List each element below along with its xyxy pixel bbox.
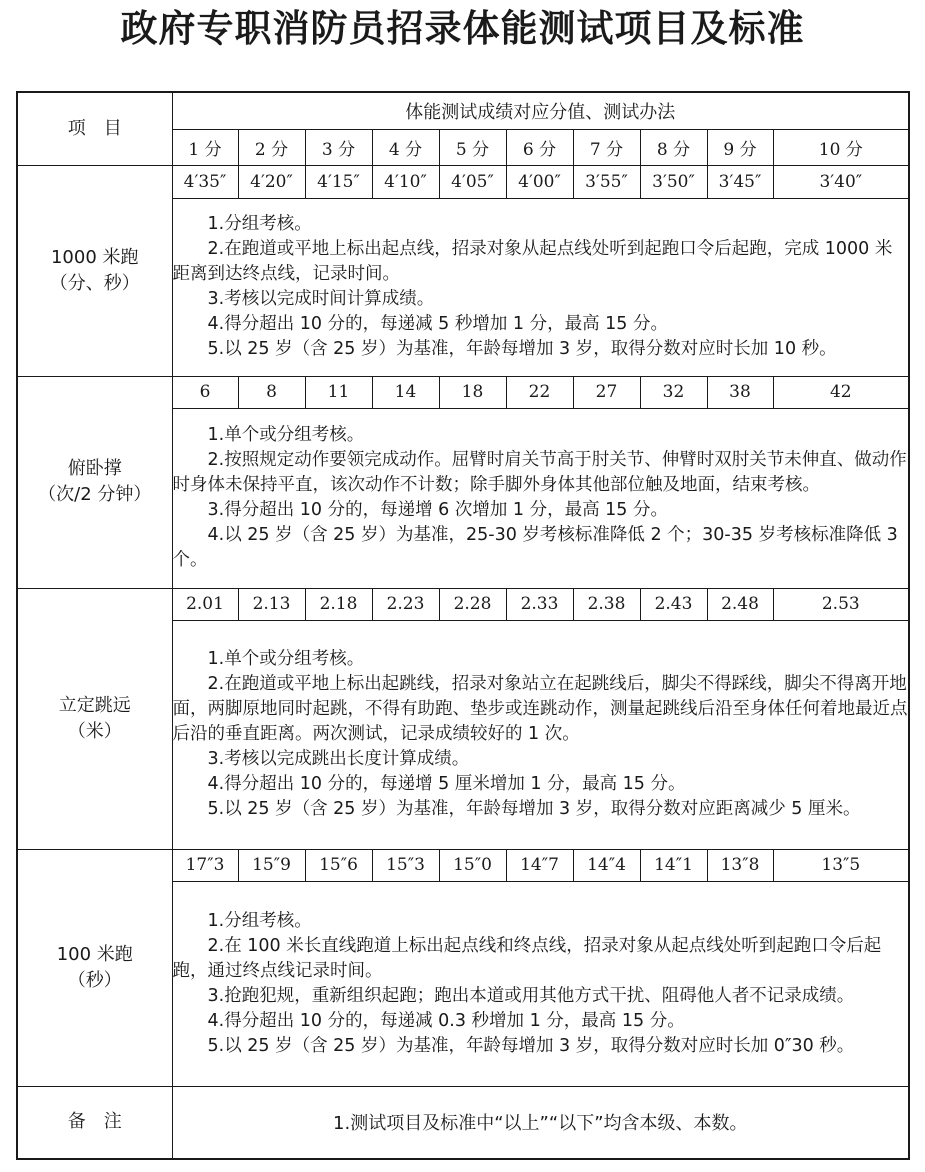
standard-value-cell: 18 xyxy=(439,376,506,408)
score-header-cell: 2 分 xyxy=(238,129,305,165)
standard-value-cell: 22 xyxy=(506,376,573,408)
standard-value-cell: 13″5 xyxy=(773,849,909,881)
rule-text: 1.单个或分组考核。 xyxy=(207,425,365,445)
fitness-standards-table xyxy=(16,91,910,1160)
item-name: 1000 米跑 xyxy=(50,246,139,268)
standard-value-cell: 32 xyxy=(640,376,707,408)
standard-value-cell: 4′05″ xyxy=(439,165,506,198)
standard-value-cell: 2.23 xyxy=(372,588,439,620)
standard-value-cell: 14″7 xyxy=(506,849,573,881)
standard-value-cell: 4′10″ xyxy=(372,165,439,198)
standard-value-cell: 15″9 xyxy=(238,849,305,881)
item-standing-long-jump xyxy=(17,588,172,849)
standard-value-cell: 2.53 xyxy=(773,588,909,620)
standard-value-cell: 3′40″ xyxy=(773,165,909,198)
score-header-cell: 1 分 xyxy=(172,129,238,165)
rule-text: 5.以 25 岁（含 25 岁）为基准，年龄每增加 3 岁，取得分数对应时长加 10 秒。 xyxy=(207,339,837,359)
item-push-ups xyxy=(17,376,172,588)
page-title: 政府专职消防员招录体能测试项目及标准 xyxy=(120,7,805,50)
standard-value-cell: 13″8 xyxy=(707,849,773,881)
item-run-1000m xyxy=(17,165,172,376)
standard-value-cell: 2.33 xyxy=(506,588,573,620)
standard-value-cell: 3′50″ xyxy=(640,165,707,198)
score-header-cell: 7 分 xyxy=(573,129,640,165)
score-header-cell: 6 分 xyxy=(506,129,573,165)
test-method-100m xyxy=(172,881,909,1086)
standard-value-cell: 38 xyxy=(707,376,773,408)
rule-text: 4.以 25 岁（含 25 岁）为基准，25-30 岁考核标准降低 2 个；30-35 岁考核标准降低 3 个。 xyxy=(172,525,898,570)
standard-value-cell: 4′15″ xyxy=(305,165,372,198)
rule-text: 3.考核以完成时间计算成绩。 xyxy=(207,289,435,309)
rule-text: 3.考核以完成跳出长度计算成绩。 xyxy=(207,749,470,769)
test-method-1000m xyxy=(172,198,909,376)
item-name: 立定跳远 xyxy=(58,694,131,716)
rule-text: 4.得分超出 10 分的，每递增 5 厘米增加 1 分，最高 15 分。 xyxy=(207,774,686,794)
test-method-long-jump xyxy=(172,620,909,849)
score-header-cell: 5 分 xyxy=(439,129,506,165)
score-header-cell: 10 分 xyxy=(773,129,909,165)
remarks-label: 备 注 xyxy=(17,1086,172,1159)
item-name: 100 米跑 xyxy=(56,943,133,965)
rule-text: 1.单个或分组考核。 xyxy=(207,649,365,669)
item-unit: （分、秒） xyxy=(49,272,140,294)
standard-value-cell: 4′20″ xyxy=(238,165,305,198)
test-method-push-ups xyxy=(172,408,909,588)
rule-text: 1.分组考核。 xyxy=(207,214,312,234)
score-header-cell: 9 分 xyxy=(707,129,773,165)
item-unit: （秒） xyxy=(67,969,122,991)
rule-text: 5.以 25 岁（含 25 岁）为基准，年龄每增加 3 岁，取得分数对应时长加 0″30 秒。 xyxy=(207,1035,855,1056)
standard-value-cell: 15″6 xyxy=(305,849,372,881)
standard-value-cell: 2.13 xyxy=(238,588,305,620)
item-name: 俯卧撑 xyxy=(67,458,122,479)
score-method-header: 体能测试成绩对应分值、测试办法 xyxy=(172,92,909,129)
rule-text: 3.抢跑犯规，重新组织起跑；跑出本道或用其他方式干扰、阻碍他人者不记录成绩。 xyxy=(207,985,855,1006)
rule-text: 4.得分超出 10 分的，每递减 5 秒增加 1 分，最高 15 分。 xyxy=(207,314,669,334)
rule-text: 1.分组考核。 xyxy=(207,910,312,931)
standard-value-cell: 2.28 xyxy=(439,588,506,620)
standard-value-cell: 3′55″ xyxy=(573,165,640,198)
remarks-text: 1.测试项目及标准中“以上”“以下”均含本级、本数。 xyxy=(172,1086,909,1159)
standard-value-cell: 15″0 xyxy=(439,849,506,881)
standard-value-cell: 17″3 xyxy=(172,849,238,881)
rule-text: 2.在跑道或平地上标出起跳线，招录对象站立在起跳线后，脚尖不得踩线，脚尖不得离开地面，两脚原地同时起跳，不得有助跑、垫步或连跳动作，测量起跳线后沿至身体任何着地最近点后沿的垂直距离。两次测试，记录成绩较好的 1 次。 xyxy=(172,674,908,744)
item-run-100m xyxy=(17,849,172,1086)
standard-value-cell: 14″4 xyxy=(573,849,640,881)
standard-value-cell: 11 xyxy=(305,376,372,408)
item-unit: （米） xyxy=(67,720,122,742)
rule-text: 2.按照规定动作要领完成动作。屈臂时肩关节高于肘关节、伸臂时双肘关节未伸直、做动作时身体未保持平直，该次动作不计数；除手脚外身体其他部位触及地面，结束考核。 xyxy=(172,450,907,495)
standard-value-cell: 8 xyxy=(238,376,305,408)
standard-value-cell: 4′00″ xyxy=(506,165,573,198)
rule-text: 2.在 100 米长直线跑道上标出起点线和终点线，招录对象从起点线处听到起跑口令后起跑，通过终点线记录时间。 xyxy=(172,935,882,981)
standard-value-cell: 14 xyxy=(372,376,439,408)
standard-value-cell: 27 xyxy=(573,376,640,408)
item-unit: （次/2 分钟） xyxy=(38,484,152,505)
standard-value-cell: 14″1 xyxy=(640,849,707,881)
standard-value-cell: 15″3 xyxy=(372,849,439,881)
standard-value-cell: 4′35″ xyxy=(172,165,238,198)
rule-text: 2.在跑道或平地上标出起点线，招录对象从起点线处听到起跑口令后起跑，完成 1000 米距离到达终点线，记录时间。 xyxy=(172,239,893,284)
rule-text: 5.以 25 岁（含 25 岁）为基准，年龄每增加 3 岁，取得分数对应距离减少 5 厘米。 xyxy=(207,799,861,819)
item-column-header: 项 目 xyxy=(17,92,172,165)
rule-text: 4.得分超出 10 分的，每递减 0.3 秒增加 1 分，最高 15 分。 xyxy=(207,1010,685,1031)
standard-value-cell: 2.18 xyxy=(305,588,372,620)
standard-value-cell: 42 xyxy=(773,376,909,408)
standard-value-cell: 3′45″ xyxy=(707,165,773,198)
score-header-cell: 8 分 xyxy=(640,129,707,165)
rule-text: 3.得分超出 10 分的，每递增 6 次增加 1 分，最高 15 分。 xyxy=(207,500,669,520)
standard-value-cell: 6 xyxy=(172,376,238,408)
standard-value-cell: 2.38 xyxy=(573,588,640,620)
score-header-cell: 4 分 xyxy=(372,129,439,165)
standard-value-cell: 2.43 xyxy=(640,588,707,620)
score-header-cell: 3 分 xyxy=(305,129,372,165)
standard-value-cell: 2.01 xyxy=(172,588,238,620)
standard-value-cell: 2.48 xyxy=(707,588,773,620)
